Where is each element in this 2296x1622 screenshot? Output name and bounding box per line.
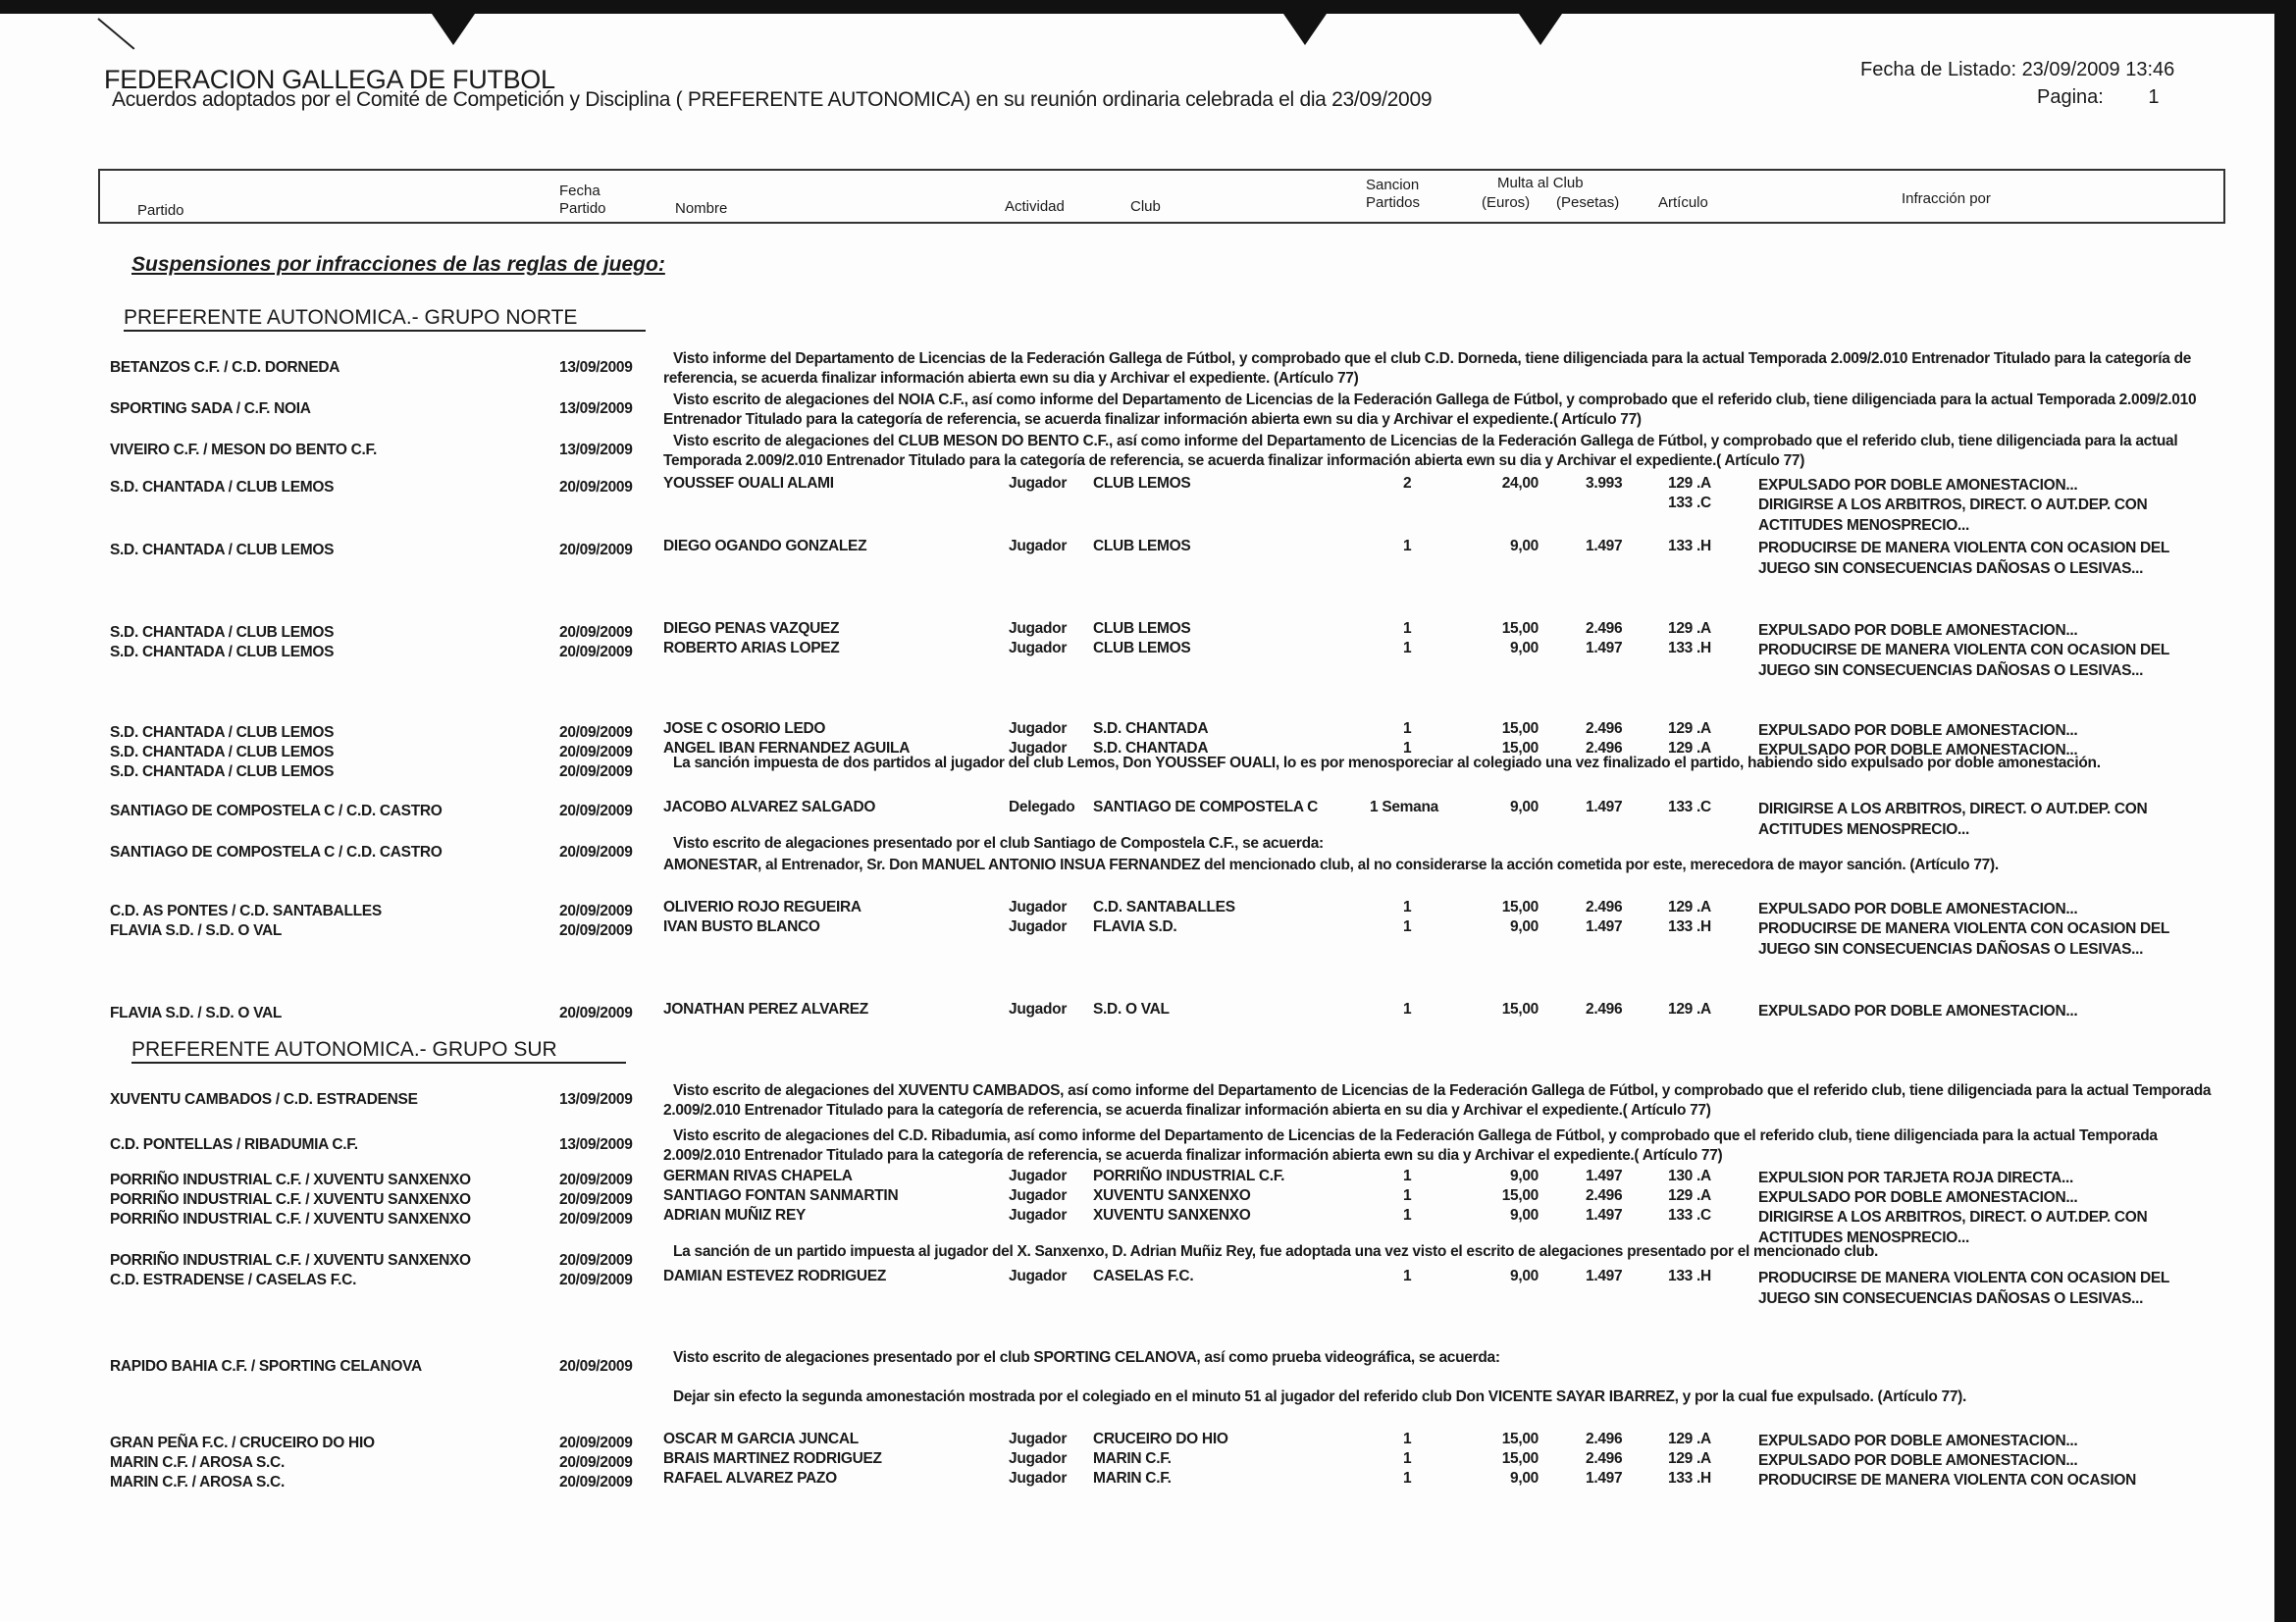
match-date: 13/09/2009: [559, 1091, 633, 1108]
club-name: S.D. O VAL: [1093, 1001, 1170, 1018]
infraction-description: EXPULSION POR TARJETA ROJA DIRECTA...: [1758, 1170, 2074, 1186]
listing-date: [1860, 59, 2174, 81]
match-date: 20/09/2009: [559, 479, 633, 496]
activity: Jugador: [1009, 740, 1068, 757]
article-code: 129 .A: [1668, 1450, 1711, 1467]
fine-euros: 9,00: [1510, 1470, 1539, 1487]
fine-euros: 15,00: [1501, 1001, 1539, 1018]
article-code: 133 .C: [1668, 495, 1711, 511]
club-name: MARIN C.F.: [1093, 1450, 1172, 1467]
match-date: 20/09/2009: [559, 1272, 633, 1288]
fine-euros: 15,00: [1501, 620, 1539, 637]
col-sancion-top: Sancion: [1366, 177, 1420, 193]
infraction-description: EXPULSADO POR DOBLE AMONESTACION...: [1758, 1003, 2078, 1020]
match-date: 20/09/2009: [559, 1005, 633, 1021]
resolution-text: Visto escrito de alegaciones del NOIA C.F., así como informe del Departamento de Licencias de la Federación Gallega de Fútbol, y comprobado que el referido club, tiene diligenciada para la actual Temporada 2.009/2.010 Entrenador Titulado para la categoría de referencia, se acuerda finalizar información abierta ewn su dia y Archivar el expediente.( Artículo 77): [663, 392, 2197, 428]
suspension-matches: 1: [1403, 1207, 1412, 1224]
fine-euros: 9,00: [1510, 538, 1539, 554]
activity: Delegado: [1009, 799, 1075, 815]
match-name: FLAVIA S.D. / S.D. O VAL: [110, 1005, 283, 1021]
match-name: MARIN C.F. / AROSA S.C.: [110, 1454, 285, 1471]
match-date: 20/09/2009: [559, 724, 633, 741]
match-date: 13/09/2009: [559, 1136, 633, 1153]
resolution-text: Visto escrito de alegaciones del CLUB MESON DO BENTO C.F., así como informe del Departamento de Licencias de la Federación Gallega de Fútbol, y comprobado que el referido club, tiene diligenciada para la actual Temporada 2.009/2.010 Entrenador Titulado para la categoría de referencia, se acuerda finalizar información abierta ewn su dia y Archivar el expediente.( Artículo 77): [663, 433, 2178, 469]
match-date: 13/09/2009: [559, 400, 633, 417]
infraction-description: EXPULSADO POR DOBLE AMONESTACION...: [1758, 1433, 2078, 1449]
person-name: DAMIAN ESTEVEZ RODRIGUEZ: [663, 1268, 887, 1284]
infraction-description: DIRIGIRSE A LOS ARBITROS, DIRECT. O AUT.DEP. CON ACTITUDES MENOSPRECIO...: [1758, 497, 2148, 534]
article-code: 129 .A: [1668, 1431, 1711, 1447]
infraction-description: PRODUCIRSE DE MANERA VIOLENTA CON OCASION: [1758, 1472, 2136, 1489]
match-date: 20/09/2009: [559, 803, 633, 819]
page-label: Pagina:: [2037, 86, 2104, 108]
col-nombre: Nombre: [675, 200, 728, 217]
person-name: DIEGO OGANDO GONZALEZ: [663, 538, 867, 554]
fine-pesetas: 2.496: [1586, 1001, 1623, 1018]
suspension-matches: 1: [1403, 720, 1412, 737]
suspension-matches: 1: [1403, 1268, 1412, 1284]
match-name: RAPIDO BAHIA C.F. / SPORTING CELANOVA: [110, 1358, 422, 1375]
activity: Jugador: [1009, 899, 1068, 916]
activity: Jugador: [1009, 1470, 1068, 1487]
club-name: FLAVIA S.D.: [1093, 918, 1177, 935]
club-name: CLUB LEMOS: [1093, 538, 1191, 554]
match-date: 20/09/2009: [559, 922, 633, 939]
club-name: PORRIÑO INDUSTRIAL C.F.: [1093, 1168, 1285, 1184]
fine-euros: 15,00: [1501, 1450, 1539, 1467]
suspension-matches: 2: [1403, 475, 1412, 492]
match-date: 20/09/2009: [559, 844, 633, 861]
suspension-matches: 1: [1403, 1450, 1412, 1467]
club-name: CASELAS F.C.: [1093, 1268, 1194, 1284]
resolution-text: La sanción de un partido impuesta al jugador del X. Sanxenxo, D. Adrian Muñiz Rey, fue adoptada una vez visto el escrito de alegaciones presentado por el mencionado club.: [673, 1243, 1879, 1260]
match-name: PORRIÑO INDUSTRIAL C.F. / XUVENTU SANXENXO: [110, 1252, 471, 1269]
fine-euros: 9,00: [1510, 1207, 1539, 1224]
col-sancion-bottom: Partidos: [1366, 194, 1421, 211]
listing-date-label: Fecha de Listado:: [1860, 59, 2016, 80]
match-name: C.D. ESTRADENSE / CASELAS F.C.: [110, 1272, 357, 1288]
fine-euros: 15,00: [1501, 1431, 1539, 1447]
col-partido: Partido: [137, 202, 184, 219]
person-name: BRAIS MARTINEZ RODRIGUEZ: [663, 1450, 882, 1467]
article-code: 133 .C: [1668, 1207, 1711, 1224]
fine-pesetas: 2.496: [1586, 720, 1623, 737]
match-date: 20/09/2009: [559, 542, 633, 558]
match-name: SPORTING SADA / C.F. NOIA: [110, 400, 311, 417]
infraction-description: EXPULSADO POR DOBLE AMONESTACION...: [1758, 1452, 2078, 1469]
match-name: PORRIÑO INDUSTRIAL C.F. / XUVENTU SANXENXO: [110, 1211, 471, 1228]
document-subtitle: Acuerdos adoptados por el Comité de Competición y Disciplina ( PREFERENTE AUTONOMICA) en su reunión ordinaria celebrada el dia 23/09/2009: [112, 88, 1433, 111]
activity: Jugador: [1009, 1187, 1068, 1204]
resolution-text: Visto escrito de alegaciones presentado por el club SPORTING CELANOVA, así como prueba videográfica, se acuerda:: [673, 1349, 1500, 1366]
infraction-description: EXPULSADO POR DOBLE AMONESTACION...: [1758, 477, 2078, 494]
match-name: VIVEIRO C.F. / MESON DO BENTO C.F.: [110, 442, 377, 458]
resolution-text: Visto escrito de alegaciones presentado por el club Santiago de Compostela C.F., se acuerda:: [673, 835, 1324, 852]
person-name: ROBERTO ARIAS LOPEZ: [663, 640, 840, 656]
fine-pesetas: 1.497: [1586, 1268, 1623, 1284]
fine-pesetas: 1.497: [1586, 1470, 1623, 1487]
match-date: 13/09/2009: [559, 442, 633, 458]
listing-date-value: 23/09/2009 13:46: [2021, 59, 2175, 80]
match-name: GRAN PEÑA F.C. / CRUCEIRO DO HIO: [110, 1435, 375, 1451]
match-date: 20/09/2009: [559, 624, 633, 641]
article-code: 133 .H: [1668, 1268, 1711, 1284]
club-name: XUVENTU SANXENXO: [1093, 1207, 1251, 1224]
article-code: 129 .A: [1668, 720, 1711, 737]
page-number: 1: [2148, 86, 2160, 108]
match-date: 20/09/2009: [559, 1474, 633, 1491]
club-name: CLUB LEMOS: [1093, 475, 1191, 492]
infraction-description: PRODUCIRSE DE MANERA VIOLENTA CON OCASION DEL JUEGO SIN CONSECUENCIAS DAÑOSAS O LESIVAS...: [1758, 1270, 2169, 1307]
section-title: Suspensiones por infracciones de las reglas de juego:: [131, 253, 665, 276]
person-name: SANTIAGO FONTAN SANMARTIN: [663, 1187, 899, 1204]
infraction-description: EXPULSADO POR DOBLE AMONESTACION...: [1758, 742, 2078, 759]
fine-pesetas: 2.496: [1586, 740, 1623, 757]
fine-euros: 9,00: [1510, 640, 1539, 656]
article-code: 130 .A: [1668, 1168, 1711, 1184]
person-name: JOSE C OSORIO LEDO: [663, 720, 826, 737]
club-name: CLUB LEMOS: [1093, 620, 1191, 637]
activity: Jugador: [1009, 1207, 1068, 1224]
activity: Jugador: [1009, 1431, 1068, 1447]
match-name: C.D. PONTELLAS / RIBADUMIA C.F.: [110, 1136, 358, 1153]
fine-pesetas: 1.497: [1586, 918, 1623, 935]
resolution-text: Visto escrito de alegaciones del XUVENTU CAMBADOS, así como informe del Departamento de Licencias de la Federación Gallega de Fútbol, y comprobado que el referido club, tiene diligenciada para la actual Temporada 2.009/2.010 Entrenador Titulado para la categoría de referencia, se acuerda finalizar información abierta en su dia y Archivar el expediente.( Artículo 77): [663, 1082, 2212, 1119]
col-infraccion: Infracción por: [1902, 190, 1991, 207]
club-name: MARIN C.F.: [1093, 1470, 1172, 1487]
suspension-matches: 1: [1403, 899, 1412, 916]
column-header-box: [98, 169, 2225, 224]
person-name: ANGEL IBAN FERNANDEZ AGUILA: [663, 740, 911, 757]
match-name: S.D. CHANTADA / CLUB LEMOS: [110, 644, 335, 660]
match-name: S.D. CHANTADA / CLUB LEMOS: [110, 724, 335, 741]
col-euros: (Euros): [1482, 194, 1531, 211]
col-articulo: Artículo: [1658, 194, 1708, 211]
person-name: GERMAN RIVAS CHAPELA: [663, 1168, 853, 1184]
infraction-description: EXPULSADO POR DOBLE AMONESTACION...: [1758, 722, 2078, 739]
infraction-description: PRODUCIRSE DE MANERA VIOLENTA CON OCASION DEL JUEGO SIN CONSECUENCIAS DAÑOSAS O LESIVAS...: [1758, 642, 2169, 679]
activity: Jugador: [1009, 475, 1068, 492]
paper-tear: [432, 14, 475, 45]
group-title: PREFERENTE AUTONOMICA.- GRUPO SUR: [131, 1038, 626, 1064]
article-code: 129 .A: [1668, 899, 1711, 916]
resolution-text-continued: AMONESTAR, al Entrenador, Sr. Don MANUEL ANTONIO INSUA FERNANDEZ del mencionado club, al no considerarse la acción cometida por este, merecedora de mayor sanción. (Artículo 77).: [663, 857, 1999, 873]
club-name: S.D. CHANTADA: [1093, 740, 1209, 757]
fine-euros: 24,00: [1501, 475, 1539, 492]
match-name: PORRIÑO INDUSTRIAL C.F. / XUVENTU SANXENXO: [110, 1191, 471, 1208]
col-fecha-top: Fecha: [559, 183, 600, 199]
article-code: 133 .H: [1668, 1470, 1711, 1487]
match-date: 20/09/2009: [559, 763, 633, 780]
fine-euros: 15,00: [1501, 740, 1539, 757]
match-name: C.D. AS PONTES / C.D. SANTABALLES: [110, 903, 382, 919]
activity: Jugador: [1009, 620, 1068, 637]
fine-pesetas: 1.497: [1586, 538, 1623, 554]
match-name: MARIN C.F. / AROSA S.C.: [110, 1474, 285, 1491]
suspension-matches: 1: [1403, 1470, 1412, 1487]
person-name: ADRIAN MUÑIZ REY: [663, 1207, 807, 1224]
article-code: 133 .H: [1668, 538, 1711, 554]
person-name: JONATHAN PEREZ ALVAREZ: [663, 1001, 868, 1018]
col-sancion: [1366, 177, 1420, 212]
article-code: 129 .A: [1668, 475, 1711, 492]
person-name: YOUSSEF OUALI ALAMI: [663, 475, 834, 492]
suspension-matches: 1 Semana: [1370, 799, 1438, 815]
fine-euros: 15,00: [1501, 899, 1539, 916]
col-fecha-bottom: Partido: [559, 200, 606, 217]
col-fecha: [559, 183, 606, 218]
fine-pesetas: 3.993: [1586, 475, 1623, 492]
match-date: 20/09/2009: [559, 1252, 633, 1269]
match-date: 20/09/2009: [559, 1435, 633, 1451]
infraction-description: DIRIGIRSE A LOS ARBITROS, DIRECT. O AUT.DEP. CON ACTITUDES MENOSPRECIO...: [1758, 1209, 2148, 1246]
suspension-matches: 1: [1403, 1001, 1412, 1018]
infraction-description: EXPULSADO POR DOBLE AMONESTACION...: [1758, 622, 2078, 639]
infraction-description: PRODUCIRSE DE MANERA VIOLENTA CON OCASION DEL JUEGO SIN CONSECUENCIAS DAÑOSAS O LESIVAS...: [1758, 540, 2169, 577]
match-date: 13/09/2009: [559, 359, 633, 376]
activity: Jugador: [1009, 538, 1068, 554]
person-name: JACOBO ALVAREZ SALGADO: [663, 799, 876, 815]
club-name: C.D. SANTABALLES: [1093, 899, 1235, 916]
fine-euros: 9,00: [1510, 1268, 1539, 1284]
match-date: 20/09/2009: [559, 1211, 633, 1228]
club-name: CRUCEIRO DO HIO: [1093, 1431, 1228, 1447]
person-name: OSCAR M GARCIA JUNCAL: [663, 1431, 859, 1447]
activity: Jugador: [1009, 1168, 1068, 1184]
fine-pesetas: 2.496: [1586, 1187, 1623, 1204]
fine-pesetas: 2.496: [1586, 1431, 1623, 1447]
infraction-description: EXPULSADO POR DOBLE AMONESTACION...: [1758, 1189, 2078, 1206]
suspension-matches: 1: [1403, 620, 1412, 637]
article-code: 133 .H: [1668, 640, 1711, 656]
org-title: FEDERACION GALLEGA DE FUTBOL: [104, 65, 555, 94]
article-code: 133 .H: [1668, 918, 1711, 935]
fine-pesetas: 2.496: [1586, 620, 1623, 637]
club-name: SANTIAGO DE COMPOSTELA C: [1093, 799, 1319, 815]
paper-tear: [1283, 14, 1327, 45]
activity: Jugador: [1009, 1450, 1068, 1467]
suspension-matches: 1: [1403, 1168, 1412, 1184]
fine-euros: 9,00: [1510, 799, 1539, 815]
club-name: XUVENTU SANXENXO: [1093, 1187, 1251, 1204]
activity: Jugador: [1009, 1001, 1068, 1018]
fine-euros: 15,00: [1501, 1187, 1539, 1204]
fine-pesetas: 2.496: [1586, 1450, 1623, 1467]
suspension-matches: 1: [1403, 1187, 1412, 1204]
article-code: 129 .A: [1668, 620, 1711, 637]
fine-euros: 15,00: [1501, 720, 1539, 737]
match-name: S.D. CHANTADA / CLUB LEMOS: [110, 763, 335, 780]
person-name: DIEGO PENAS VAZQUEZ: [663, 620, 840, 637]
col-multa: Multa al Club: [1497, 175, 1584, 191]
paper-tear: [1519, 14, 1562, 45]
fine-euros: 9,00: [1510, 1168, 1539, 1184]
fine-pesetas: 1.497: [1586, 1207, 1623, 1224]
match-date: 20/09/2009: [559, 1172, 633, 1188]
resolution-text: Visto informe del Departamento de Licencias de la Federación Gallega de Fútbol, y comprobado que el club C.D. Dorneda, tiene diligenciada para la actual Temporada 2.009/2.010 Entrenador Titulado para la categoría de referencia, se acuerda finalizar información abierta ewn su dia y Archivar el expediente. (Artículo 77): [663, 350, 2192, 387]
resolution-text: Visto escrito de alegaciones del C.D. Ribadumia, así como informe del Departamento de Licencias de la Federación Gallega de Fútbol, y comprobado que el referido club, tiene diligenciada para la actual Temporada 2.009/2.010 Entrenador Titulado para la categoría de referencia, se acuerda finalizar información abierta ewn su dia y Archivar el expediente.( Artículo 77): [663, 1127, 2158, 1164]
match-name: SANTIAGO DE COMPOSTELA C / C.D. CASTRO: [110, 844, 443, 861]
club-name: S.D. CHANTADA: [1093, 720, 1209, 737]
match-name: FLAVIA S.D. / S.D. O VAL: [110, 922, 283, 939]
match-name: SANTIAGO DE COMPOSTELA C / C.D. CASTRO: [110, 803, 443, 819]
article-code: 133 .C: [1668, 799, 1711, 815]
match-date: 20/09/2009: [559, 1358, 633, 1375]
infraction-description: EXPULSADO POR DOBLE AMONESTACION...: [1758, 901, 2078, 917]
person-name: RAFAEL ALVAREZ PAZO: [663, 1470, 837, 1487]
club-name: CLUB LEMOS: [1093, 640, 1191, 656]
fine-pesetas: 1.497: [1586, 799, 1623, 815]
match-date: 20/09/2009: [559, 644, 633, 660]
match-name: BETANZOS C.F. / C.D. DORNEDA: [110, 359, 340, 376]
col-actividad: Actividad: [1005, 198, 1065, 215]
activity: Jugador: [1009, 720, 1068, 737]
match-name: PORRIÑO INDUSTRIAL C.F. / XUVENTU SANXENXO: [110, 1172, 471, 1188]
resolution-text-continued: Dejar sin efecto la segunda amonestación mostrada por el colegiado en el minuto 51 al jugador del referido club Don VICENTE SAYAR IBARREZ, y por la cual fue expulsado. (Artículo 77).: [673, 1388, 1967, 1405]
article-code: 129 .A: [1668, 1001, 1711, 1018]
match-name: S.D. CHANTADA / CLUB LEMOS: [110, 624, 335, 641]
person-name: IVAN BUSTO BLANCO: [663, 918, 820, 935]
col-pesetas: (Pesetas): [1556, 194, 1620, 211]
match-name: S.D. CHANTADA / CLUB LEMOS: [110, 479, 335, 496]
col-club: Club: [1130, 198, 1161, 215]
page-indicator: [2037, 86, 2160, 109]
fine-pesetas: 1.497: [1586, 1168, 1623, 1184]
person-name: OLIVERIO ROJO REGUEIRA: [663, 899, 861, 916]
match-date: 20/09/2009: [559, 903, 633, 919]
activity: Jugador: [1009, 918, 1068, 935]
activity: Jugador: [1009, 1268, 1068, 1284]
article-code: 129 .A: [1668, 1187, 1711, 1204]
activity: Jugador: [1009, 640, 1068, 656]
infraction-description: DIRIGIRSE A LOS ARBITROS, DIRECT. O AUT.DEP. CON ACTITUDES MENOSPRECIO...: [1758, 801, 2148, 838]
suspension-matches: 1: [1403, 538, 1412, 554]
suspension-matches: 1: [1403, 1431, 1412, 1447]
match-name: S.D. CHANTADA / CLUB LEMOS: [110, 542, 335, 558]
match-name: XUVENTU CAMBADOS / C.D. ESTRADENSE: [110, 1091, 418, 1108]
fine-pesetas: 2.496: [1586, 899, 1623, 916]
match-date: 20/09/2009: [559, 1191, 633, 1208]
fine-pesetas: 1.497: [1586, 640, 1623, 656]
infraction-description: PRODUCIRSE DE MANERA VIOLENTA CON OCASION DEL JUEGO SIN CONSECUENCIAS DAÑOSAS O LESIVAS...: [1758, 920, 2169, 958]
resolution-text: La sanción impuesta de dos partidos al jugador del club Lemos, Don YOUSSEF OUALI, lo es por menosporeciar al colegiado una vez finalizado el partido, habiendo sido expulsado por doble amonestación.: [673, 755, 2101, 771]
match-date: 20/09/2009: [559, 744, 633, 760]
suspension-matches: 1: [1403, 640, 1412, 656]
suspension-matches: 1: [1403, 918, 1412, 935]
group-title: PREFERENTE AUTONOMICA.- GRUPO NORTE: [124, 306, 646, 332]
article-code: 129 .A: [1668, 740, 1711, 757]
suspension-matches: 1: [1403, 740, 1412, 757]
fine-euros: 9,00: [1510, 918, 1539, 935]
match-name: S.D. CHANTADA / CLUB LEMOS: [110, 744, 335, 760]
match-date: 20/09/2009: [559, 1454, 633, 1471]
